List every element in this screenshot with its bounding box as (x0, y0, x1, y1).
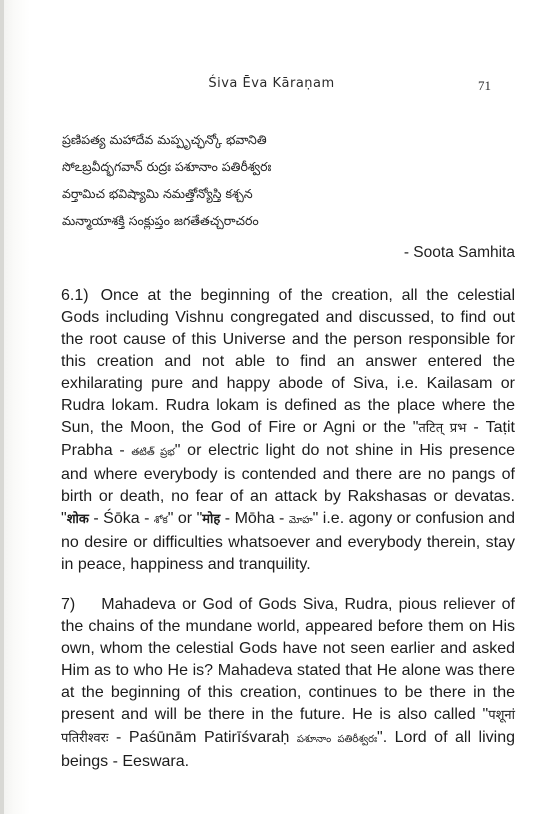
separator: - (108, 729, 129, 746)
separator: - (88, 510, 104, 527)
verse-line: ప్రణిపత్య మహాదేవ మప్పృచ్ఛన్కో భవానితి (62, 132, 267, 147)
separator: - (112, 442, 132, 459)
devanagari-term: मोह (202, 512, 221, 527)
devanagari-term: तटित् प्रभ (418, 421, 467, 436)
separator: - (139, 510, 154, 527)
paragraph-text: " or electric light do not shine in His presence and where everybody is contended and there are no pangs of birth or death, no fear of an attack by Rakshasas or devatas. " (61, 442, 515, 527)
paragraph-text: ". Lord of all living beings - Eeswara. (61, 729, 516, 770)
page-number: 71 (478, 78, 491, 93)
verse-attribution: - Soota Samhita (403, 244, 515, 261)
running-header: Śiva Ēva Kāraṇam (208, 76, 335, 91)
telugu-verse (62, 126, 502, 234)
paragraph-text: " i.e. agony or confusion and no desire or difficulties whatsoever and everybody therein, stay in peace, happiness and tranquility. (61, 510, 515, 573)
telugu-term: పశూనాం పతిరీశ్వరః (296, 734, 378, 745)
paragraph-text: Once at the beginning of the creation, all the celestial Gods including Vishnu congregated and discussed, to find out the root cause of this Universe and the person responsible for this creation and not able to find an answer entered the exhilarating pure and happy abode of Siva, i.e. Kailasam or Rudra lokam. Rudra lokam is defined as the place where the Sun, the Moon, the God of Fire or Agni or the " (61, 287, 515, 436)
paragraph-text: Mahadeva or God of Gods Siva, Rudra, pious reliever of the chains of the mundane world, appeared before them on His own, whom the celestial Gods have not seen earlier and asked Him as to who He is? Mahadeva stated that He alone was there at the beginning of this creation, continues to be there in the present and will be there in the future. He is also called " (61, 596, 515, 723)
telugu-term: మోహ (288, 515, 313, 526)
verse-line: మన్మాయాశక్తి సంక్లుప్తం జగతేతచ్చరాచరం (62, 213, 259, 228)
transliteration-term: Mōha (234, 510, 275, 527)
paragraph-6-1 (61, 285, 515, 576)
paragraph-text: " or " (167, 510, 203, 527)
transliteration-term: Taṭit Prabha (61, 419, 515, 459)
paragraph-number: 7) (61, 596, 76, 613)
separator (289, 729, 297, 746)
paragraph-7 (61, 594, 515, 773)
page-binding-edge (0, 0, 4, 814)
telugu-term: తటిత్ ప్రభ (131, 447, 175, 458)
verse-line: సోఽబ్రవీద్భగవాన్ రుద్రః పశూనాం పతిరీశ్వరః (62, 159, 272, 174)
separator: - (220, 510, 235, 527)
transliteration-term: Śōka (103, 510, 140, 527)
transliteration-term: Paśūnām Patirīśvaraḥ (128, 729, 290, 746)
devanagari-term: शोक (66, 512, 89, 527)
paragraph-number: 6.1) (61, 287, 89, 304)
separator: - (274, 510, 289, 527)
separator: - (466, 419, 486, 436)
verse-line: వర్తామిచ భవిష్యామి నమత్తోన్యోస్తి కశ్చన (62, 186, 253, 201)
devanagari-term: पशूनां पतिरीश्वरः (61, 708, 515, 746)
telugu-term: శోక (153, 515, 168, 526)
